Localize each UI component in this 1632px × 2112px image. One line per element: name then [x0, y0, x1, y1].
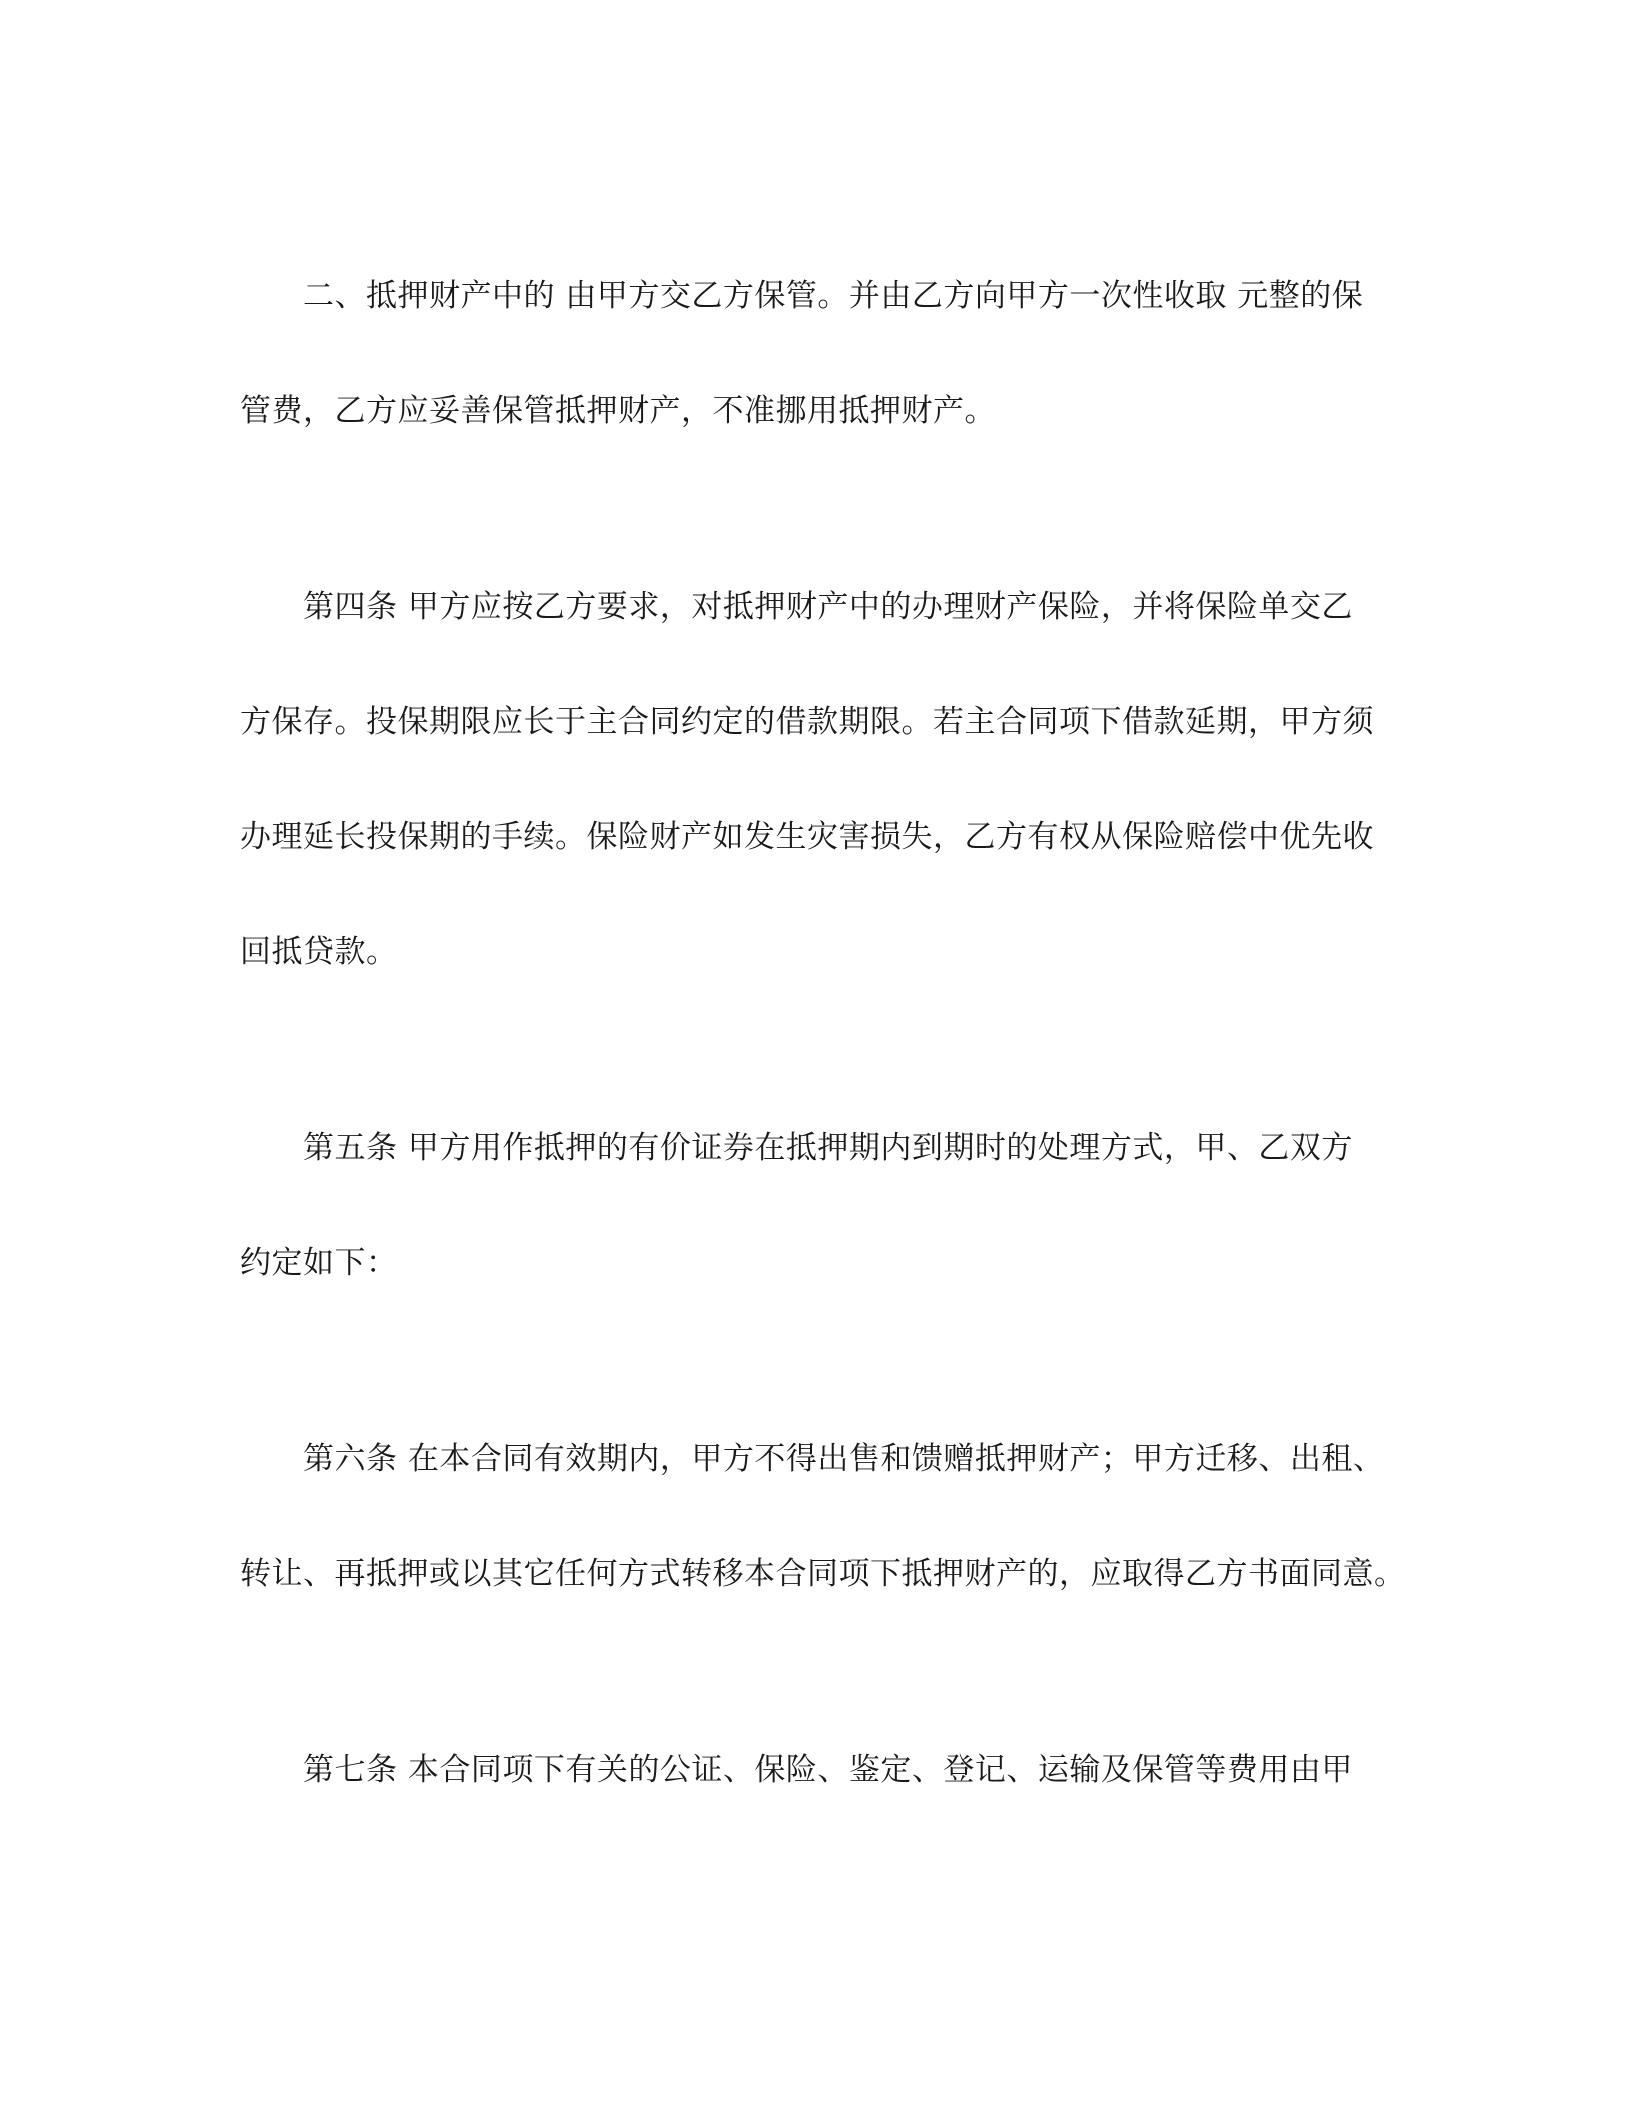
paragraph-line: 第六条 在本合同有效期内，甲方不得出售和馈赠抵押财产；甲方迁移、出租、 [303, 1441, 1385, 1477]
paragraph-line: 约定如下： [240, 1245, 398, 1281]
paragraph-line: 第四条 甲方应按乙方要求，对抵押财产中的办理财产保险，并将保险单交乙 [303, 589, 1353, 625]
paragraph-line: 二、抵押财产中的 由甲方交乙方保管。并由乙方向甲方一次性收取 元整的保 [303, 278, 1364, 314]
paragraph-line: 办理延长投保期的手续。保险财产如发生灾害损失，乙方有权从保险赔偿中优先收 [240, 819, 1374, 855]
paragraph-line: 转让、再抵押或以其它任何方式转移本合同项下抵押财产的，应取得乙方书面同意。 [240, 1556, 1406, 1592]
paragraph-line: 回抵贷款。 [240, 934, 398, 970]
paragraph-line: 第五条 甲方用作抵押的有价证券在抵押期内到期时的处理方式，甲、乙双方 [303, 1130, 1353, 1166]
paragraph-line: 管费，乙方应妥善保管抵押财产，不准挪用抵押财产。 [240, 393, 996, 429]
paragraph-line: 方保存。投保期限应长于主合同约定的借款期限。若主合同项下借款延期，甲方须 [240, 704, 1374, 740]
paragraph-line: 第七条 本合同项下有关的公证、保险、鉴定、登记、运输及保管等费用由甲 [303, 1752, 1353, 1788]
